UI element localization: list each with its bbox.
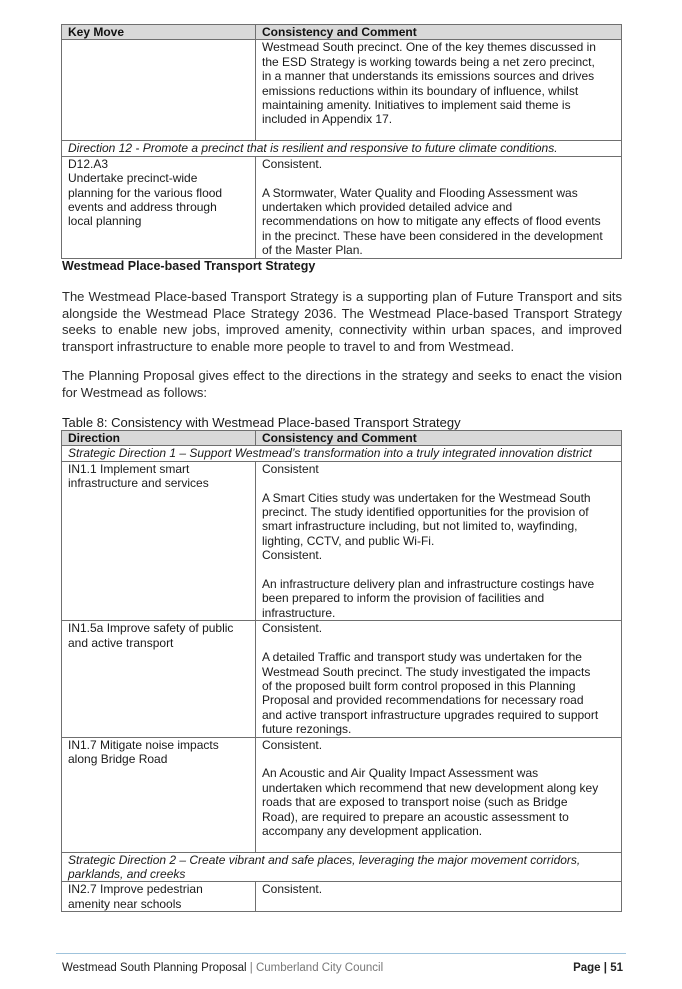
comment-cell: Consistent A Smart Cities study was undertaken for the Westmead South precinct. The study identified opportunities for the provision of smart infrastructure including, but not limited to, wayfinding, lighting, CCTV, and public Wi-Fi. Consistent. An infrastructure delivery plan and infrastructure costings have been prepared to inform the provision of facilities and infrastructure. [256,461,622,620]
key-move-cell [62,40,256,141]
direction-12-text: Direction 12 - Promote a precinct that is resilient and responsive to future climate conditions. [62,141,622,156]
footer-divider [56,953,626,954]
page-number: 51 [610,962,623,974]
section-heading: Westmead Place-based Transport Strategy [62,259,316,273]
strategic-direction-2-text: Strategic Direction 2 – Create vibrant and safe places, leveraging the major movement corridors, parklands, and creeks [62,852,622,882]
footer-council: Cumberland City Council [255,962,384,974]
table-header-row [62,25,622,40]
column-header-consistency: Consistency and Comment [256,25,622,40]
table-row [62,156,622,258]
comment-cell: Consistent. A detailed Traffic and transport study was undertaken for the Westmead South precinct. The study investigated the impacts of the proposed built form control proposed in this Planning Proposal and provided recommendations for necessary road and active transport infrastructure upgrades required to support future rezonings. [256,621,622,737]
key-moves-table [61,24,622,259]
direction-row [62,852,622,882]
table-row [62,882,622,912]
comment-cell: Westmead South precinct. One of the key themes discussed in the ESD Strategy is working towards being a net zero precinct, in a manner that understands its emissions sources and drives emissions reductions within its boundary of influence, whilst maintaining amenity. Initiatives to implement said theme is included in Appendix 17. [256,40,622,141]
footer-document-title [62,962,383,974]
page-label: Page [573,962,601,974]
comment-cell: Consistent. [256,882,622,912]
column-header-key-move: Key Move [62,25,256,40]
table-caption: Table 8: Consistency with Westmead Place-based Transport Strategy [62,415,461,430]
direction-cell: IN2.7 Improve pedestrian amenity near schools [62,882,256,912]
transport-strategy-table [61,430,622,912]
table-row [62,737,622,852]
direction-cell: IN1.5a Improve safety of public and active transport [62,621,256,737]
direction-row [62,141,622,156]
direction-row [62,446,622,461]
column-header-direction: Direction [62,431,256,446]
column-header-consistency: Consistency and Comment [256,431,622,446]
intro-paragraph: The Westmead Place-based Transport Strategy is a supporting plan of Future Transport and sits alongside the Westmead Place Strategy 2036. The Westmead Place-based Transport Strategy seeks to enable new jobs, improved amenity, connectivity within urban spaces, and improved transport infrastructure to enable more people to travel to and from Westmead. [62,289,622,354]
strategic-direction-1-text: Strategic Direction 1 – Support Westmead’s transformation into a truly integrated innovation district [62,446,622,461]
footer-title: Westmead South Planning Proposal [62,962,247,974]
table-row [62,461,622,620]
effect-paragraph: The Planning Proposal gives effect to the directions in the strategy and seeks to enact the vision for Westmead as follows: [62,368,622,400]
table-row [62,40,622,141]
table-row [62,621,622,737]
direction-cell: IN1.1 Implement smart infrastructure and services [62,461,256,620]
footer-page-number [573,962,623,974]
key-move-cell: D12.A3 Undertake precinct-wide planning for the various flood events and address through local planning [62,156,256,258]
direction-cell: IN1.7 Mitigate noise impacts along Bridge Road [62,737,256,852]
comment-cell: Consistent. A Stormwater, Water Quality and Flooding Assessment was undertaken which provided detailed advice and recommendations on how to mitigate any effects of flood events in the precinct. These have been considered in the development of the Master Plan. [256,156,622,258]
comment-cell: Consistent. An Acoustic and Air Quality Impact Assessment was undertaken which recommend that new development along key roads that are exposed to transport noise (such as Bridge Road), are required to prepare an acoustic assessment to accompany any development application. [256,737,622,852]
page-separator: | [603,962,607,974]
footer-separator: | [249,962,253,974]
table-header-row [62,431,622,446]
